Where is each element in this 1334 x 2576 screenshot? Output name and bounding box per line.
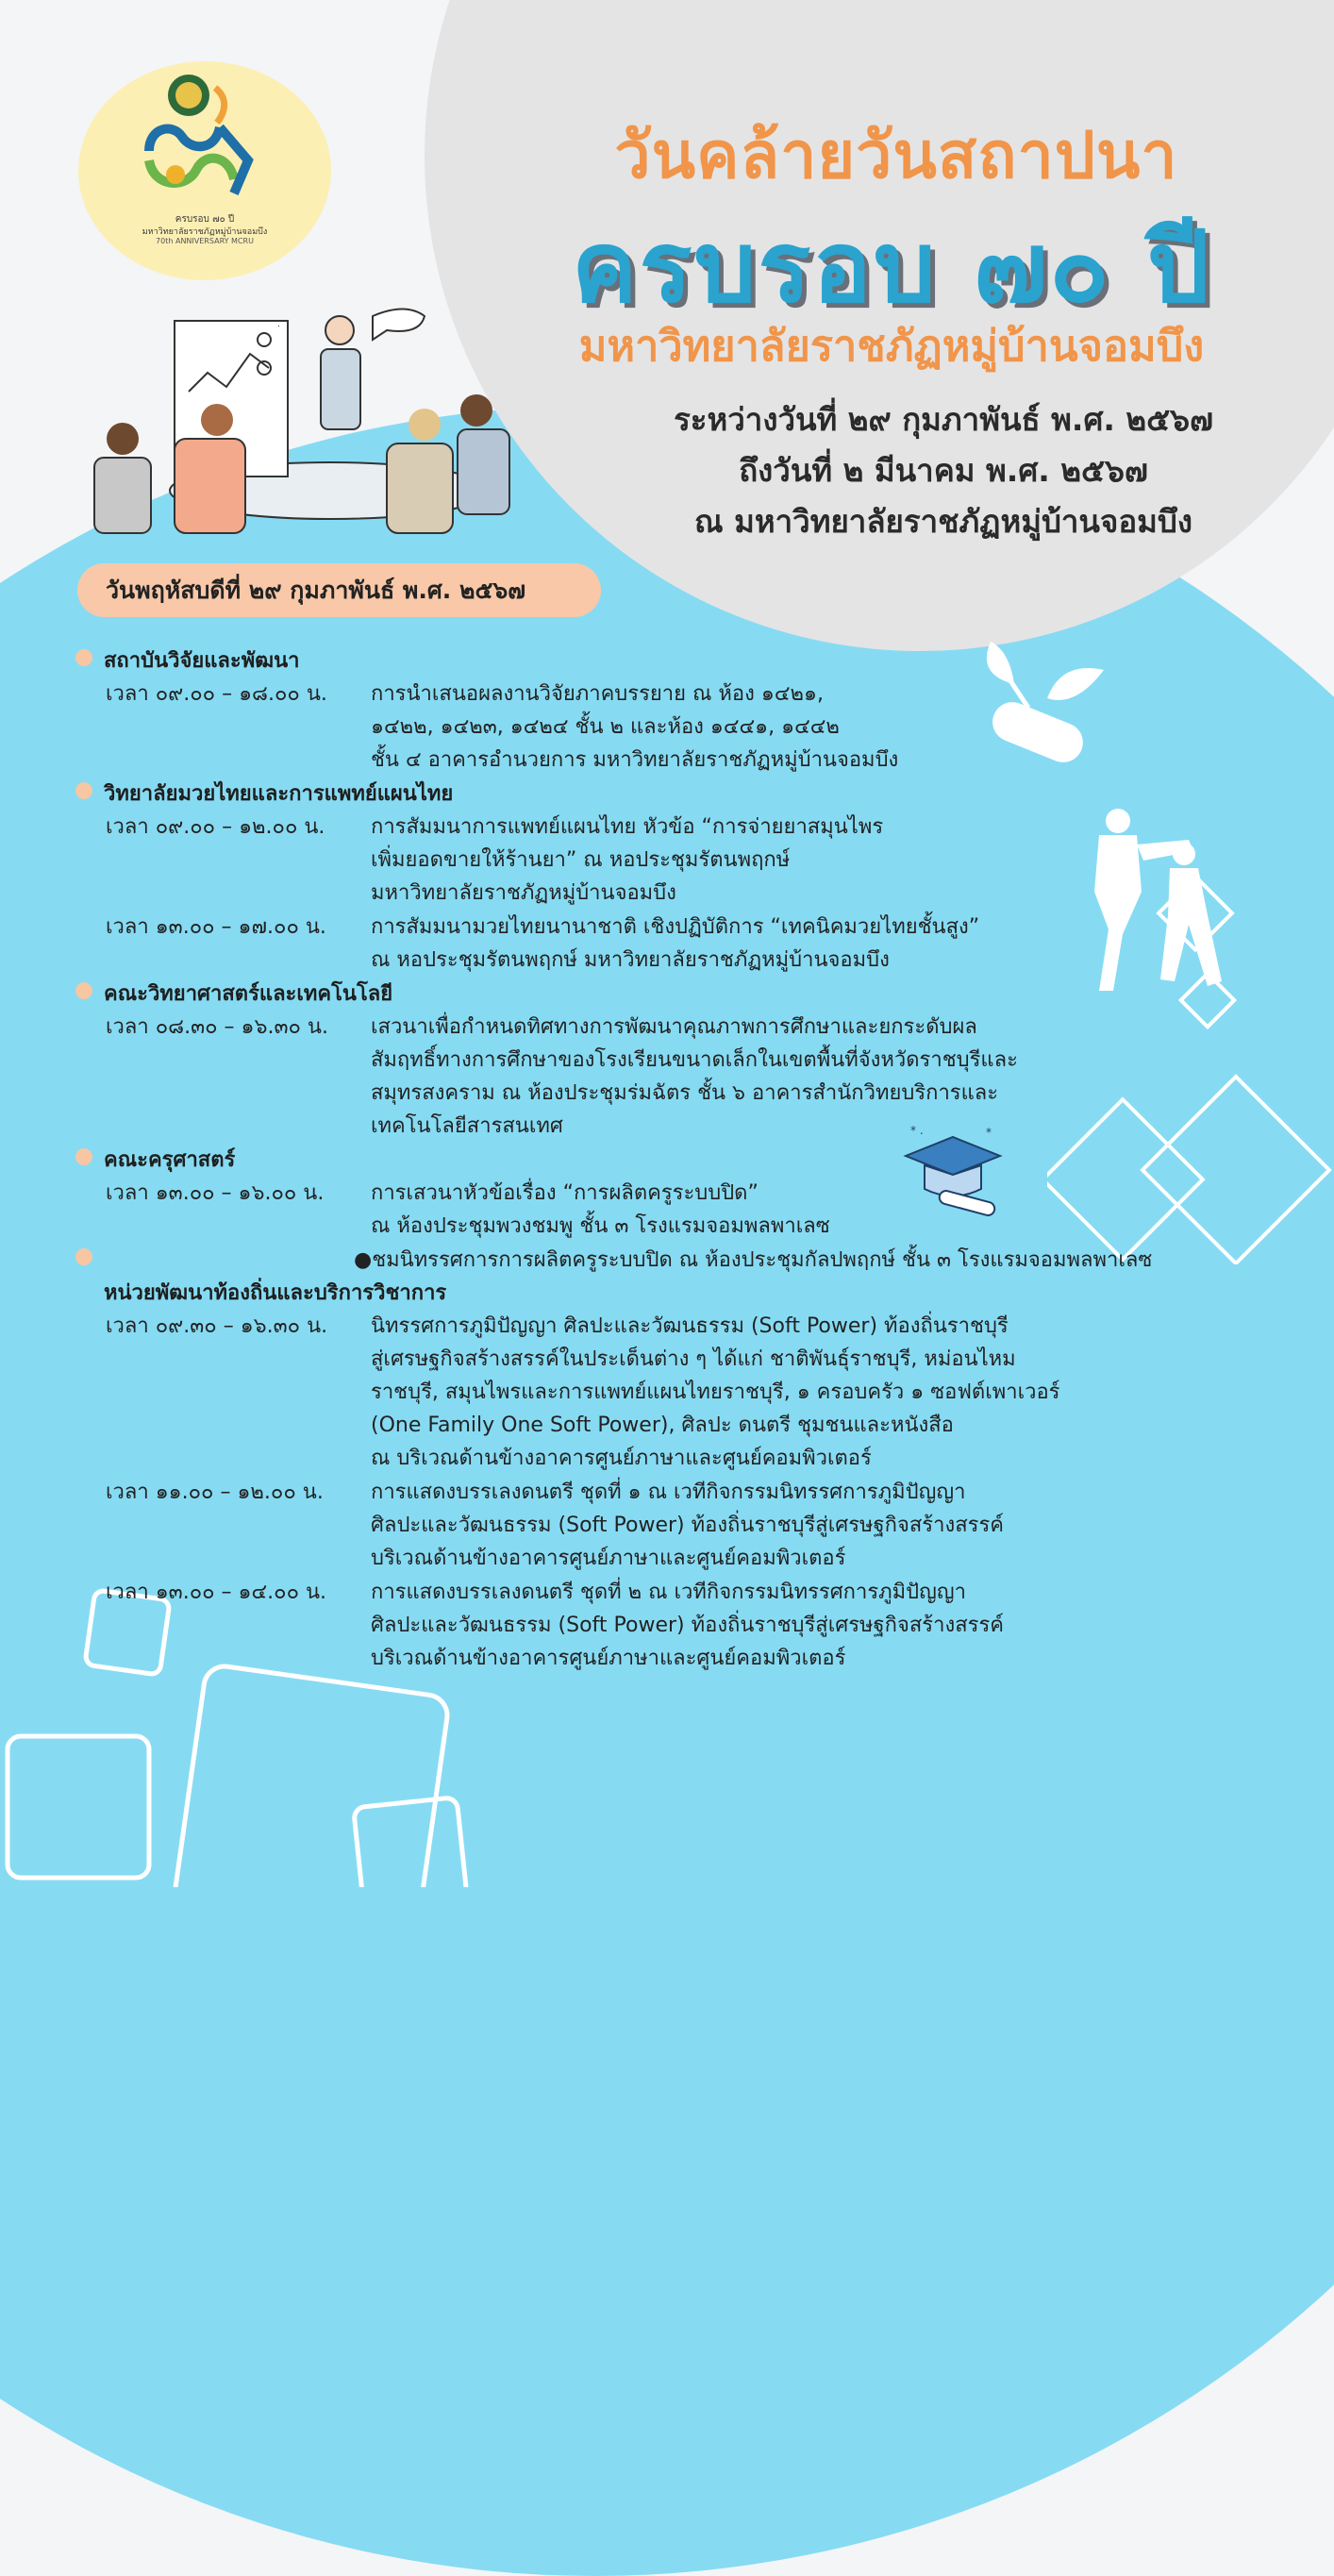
university-emblem-icon	[130, 71, 281, 212]
schedule-time: เวลา ๑๓.๐๐ – ๑๖.๐๐ น.	[106, 1181, 325, 1205]
capsule-leaf-icon	[972, 642, 1123, 783]
schedule-description: ณ หอประชุมรัตนพฤกษ์ มหาวิทยาลัยราชภัฏหมู่บ้านจอมบึง	[371, 948, 890, 972]
schedule-description: (One Family One Soft Power), ศิลปะ ดนตรี ชุมชนและหนังสือ	[371, 1413, 954, 1437]
schedule-description: มหาวิทยาลัยราชภัฏหมู่บ้านจอมบึง	[371, 881, 676, 905]
schedule-time: เวลา ๐๙.๓๐ – ๑๖.๓๐ น.	[106, 1314, 328, 1338]
schedule-description: การสัมมนามวยไทยนานาชาติ เชิงปฏิบัติการ “เทคนิคมวยไทยชั้นสูง”	[371, 915, 980, 939]
schedule-description: ราชบุรี, สมุนไพรและการแพทย์แผนไทยราชบุรี, ๑ ครอบครัว ๑ ซอฟต์เพาเวอร์	[371, 1380, 1060, 1404]
event-date-range	[604, 394, 1283, 547]
schedule-description: การแสดงบรรเลงดนตรี ชุดที่ ๒ ณ เวทีกิจกรรมนิทรรศการภูมิปัญญา	[371, 1581, 966, 1604]
schedule-description: ชั้น ๔ อาคารอำนวยการ มหาวิทยาลัยราชภัฏหมู่บ้านจอมบึง	[371, 748, 899, 772]
schedule-description: การสัมมนาการแพทย์แผนไทย หัวข้อ “การจ่ายยาสมุนไพร	[371, 815, 884, 839]
logo-caption-university: มหาวิทยาลัยราชภัฏหมู่บ้านจอมบึง	[142, 227, 268, 237]
schedule-time: เวลา ๐๙.๐๐ – ๑๘.๐๐ น.	[106, 682, 327, 706]
title-university: มหาวิทยาลัยราชภัฏหมู่บ้านจอมบึง	[578, 321, 1205, 371]
schedule-description: บริเวณด้านข้างอาคารศูนย์ภาษาและศูนย์คอมพิวเตอร์	[371, 1547, 846, 1570]
schedule-description: สู่เศรษฐกิจสร้างสรรค์ในประเด็นต่าง ๆ ได้แก่ ชาติพันธุ์ราชบุรี, หม่อนไหม	[371, 1347, 1016, 1371]
logo-caption-anniversary: ครบรอบ ๗๐ ปี	[175, 214, 235, 225]
bullet-icon	[75, 782, 92, 799]
schedule-time: เวลา ๐๘.๓๐ – ๑๖.๓๐ น.	[106, 1015, 328, 1039]
schedule-description: ๑๔๒๒, ๑๔๒๓, ๑๔๒๔ ชั้น ๒ และห้อง ๑๔๔๑, ๑๔๔๒	[371, 715, 840, 739]
schedule-description: เพิ่มยอดขายให้ร้านยา” ณ หอประชุมรัตนพฤกษ์	[371, 848, 791, 872]
schedule-description: สมุทรสงคราม ณ ห้องประชุมร่มฉัตร ชั้น ๖ อาคารสำนักวิทยบริการและ	[371, 1081, 999, 1105]
schedule-description: ศิลปะและวัฒนธรรม (Soft Power) ท้องถิ่นราชบุรีสู่เศรษฐกิจสร้างสรรค์	[371, 1614, 1004, 1637]
svg-text:*: *	[986, 1126, 992, 1139]
schedule-description: เสวนาเพื่อกำหนดทิศทางการพัฒนาคุณภาพการศึกษาและยกระดับผล	[371, 1015, 977, 1039]
title-70-years: ครบรอบ ๗๐ ปี	[572, 209, 1211, 325]
schedule-description: เทคโนโลยีสารสนเทศ	[371, 1114, 563, 1138]
bullet-icon	[75, 1248, 92, 1265]
logo-caption-english: 70th ANNIVERSARY MCRU	[156, 237, 254, 245]
schedule-description: สัมฤทธิ์ทางการศึกษาของโรงเรียนขนาดเล็กในเขตพื้นที่จังหวัดราชบุรีและ	[371, 1048, 1018, 1072]
schedule-description: ณ ห้องประชุมพวงชมพู ชั้น ๓ โรงแรมจอมพลพาเลซ	[371, 1214, 830, 1238]
schedule-time: เวลา ๑๓.๐๐ – ๑๔.๐๐ น.	[106, 1581, 327, 1604]
schedule-description: การแสดงบรรเลงดนตรี ชุดที่ ๑ ณ เวทีกิจกรรมนิทรรศการภูมิปัญญา	[371, 1480, 966, 1504]
date-line-venue: ณ มหาวิทยาลัยราชภัฏหมู่บ้านจอมบึง	[694, 503, 1192, 540]
schedule-time: เวลา ๑๑.๐๐ – ๑๒.๐๐ น.	[106, 1480, 324, 1504]
graduation-cap-icon	[896, 1123, 1014, 1227]
muay-thai-fighters-icon	[1057, 802, 1245, 1000]
meeting-illustration	[85, 297, 528, 561]
day-label-pill: วันพฤหัสบดีที่ ๒๙ กุมภาพันธ์ พ.ศ. ๒๕๖๗	[77, 563, 601, 617]
schedule-extra-exhibition: ●ชมนิทรรศการการผลิตครูระบบปิด ณ ห้องประชุมกัลปพฤกษ์ ชั้น ๓ โรงแรมจอมพลพาเลซ	[354, 1248, 1153, 1272]
schedule-time: เวลา ๑๓.๐๐ – ๑๗.๐๐ น.	[106, 915, 326, 939]
bullet-icon	[75, 1148, 92, 1165]
schedule-time: เวลา ๐๙.๐๐ – ๑๒.๐๐ น.	[106, 815, 325, 839]
schedule-description: ณ บริเวณด้านข้างอาคารศูนย์ภาษาและศูนย์คอมพิวเตอร์	[371, 1447, 872, 1470]
schedule-description: นิทรรศการภูมิปัญญา ศิลปะและวัฒนธรรม (Soft Power) ท้องถิ่นราชบุรี	[371, 1314, 1009, 1338]
section-title-local-development-unit: หน่วยพัฒนาท้องถิ่นและบริการวิชาการ	[104, 1281, 447, 1305]
bullet-icon	[75, 649, 92, 666]
title-anniversary-day: วันคล้ายวันสถาปนา	[614, 119, 1178, 193]
logo-badge	[78, 61, 331, 280]
section-title-research-institute: สถาบันวิจัยและพัฒนา	[104, 649, 300, 673]
bullet-icon	[75, 982, 92, 999]
section-title-muay-thai-college: วิทยาลัยมวยไทยและการแพทย์แผนไทย	[104, 782, 454, 806]
schedule-description: การเสวนาหัวข้อเรื่อง “การผลิตครูระบบปิด”	[371, 1181, 759, 1205]
schedule-description: บริเวณด้านข้างอาคารศูนย์ภาษาและศูนย์คอมพิวเตอร์	[371, 1647, 846, 1670]
date-line-start: ระหว่างวันที่ ๒๙ กุมภาพันธ์ พ.ศ. ๒๕๖๗	[674, 401, 1213, 438]
date-line-end: ถึงวันที่ ๒ มีนาคม พ.ศ. ๒๕๖๗	[739, 452, 1148, 489]
section-title-education-faculty: คณะครุศาสตร์	[104, 1148, 236, 1172]
schedule-description: ศิลปะและวัฒนธรรม (Soft Power) ท้องถิ่นราชบุรีสู่เศรษฐกิจสร้างสรรค์	[371, 1514, 1004, 1537]
section-title-science-faculty: คณะวิทยาศาสตร์และเทคโนโลยี	[104, 982, 393, 1006]
schedule-description: การนำเสนอผลงานวิจัยภาคบรรยาย ณ ห้อง ๑๔๒๑,	[371, 682, 824, 706]
svg-text:* .: * .	[910, 1124, 924, 1137]
